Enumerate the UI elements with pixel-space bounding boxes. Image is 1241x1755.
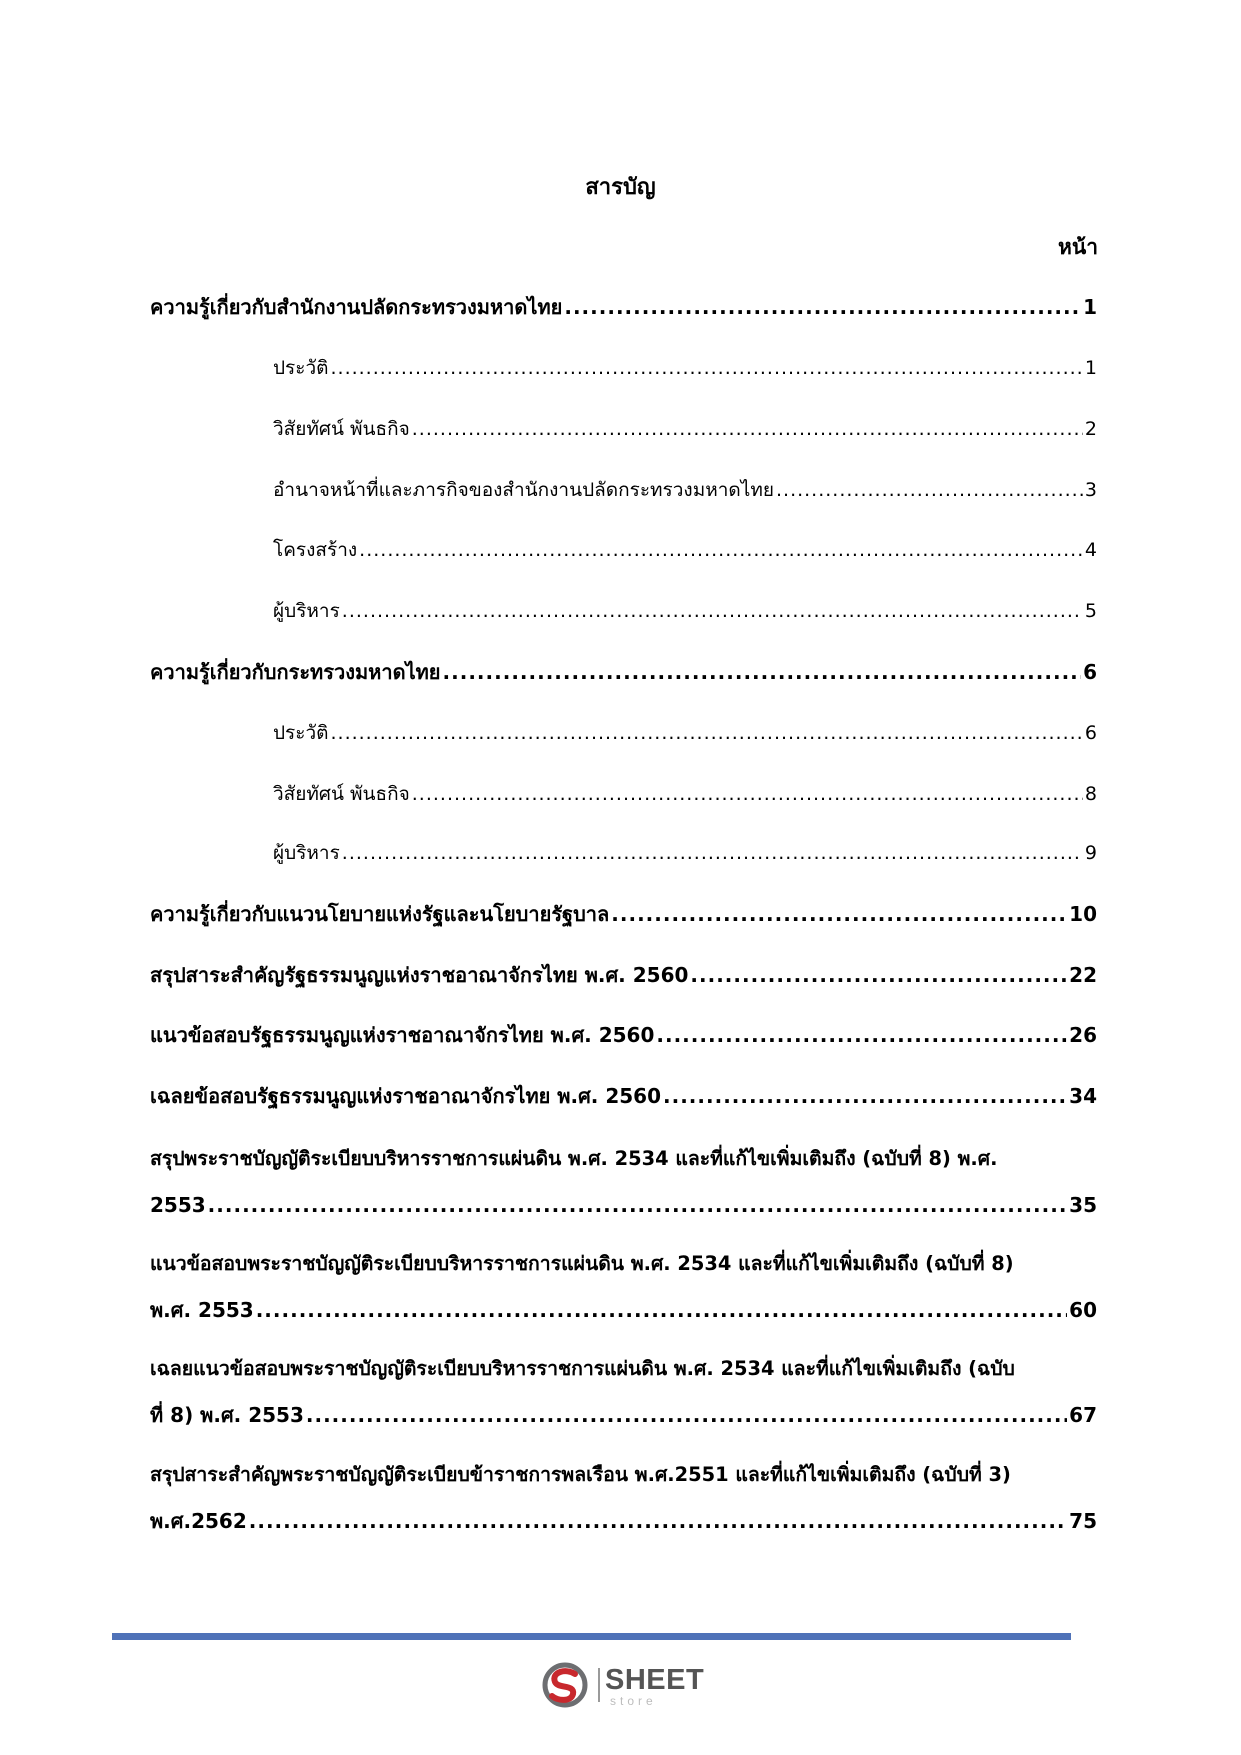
- toc-entry-page: 35: [1069, 1193, 1097, 1217]
- toc-leader-dots: [564, 292, 1081, 322]
- toc-entry-sub[interactable]: [273, 718, 1097, 748]
- toc-leader-dots: [443, 657, 1082, 687]
- toc-entry-main[interactable]: [150, 1190, 1097, 1220]
- toc-entry-wrapped-line1[interactable]: สรุปพระราชบัญญัติระเบียบบริหารราชการแผ่นดิน พ.ศ. 2534 และที่แก้ไขเพิ่มเติมถึง (ฉบับที่ 8) พ.ศ.: [150, 1147, 998, 1170]
- logo-subword: store: [610, 1694, 657, 1708]
- toc-leader-dots: [342, 596, 1083, 626]
- toc-entry-main[interactable]: [150, 1295, 1097, 1325]
- toc-leader-dots: [776, 475, 1083, 505]
- logo-separator: [598, 1668, 600, 1702]
- toc-entry-page: 60: [1069, 1298, 1097, 1322]
- toc-leader-dots: [342, 838, 1083, 868]
- toc-entry-page: 1: [1084, 357, 1097, 379]
- toc-entry-text: วิสัยทัศน์ พันธกิจ: [273, 783, 410, 805]
- toc-entry-main[interactable]: [150, 899, 1097, 929]
- toc-leader-dots: [690, 960, 1067, 990]
- toc-entry-page: 10: [1069, 902, 1097, 926]
- toc-entry-page: 26: [1069, 1023, 1097, 1047]
- toc-entry-wrapped-line1[interactable]: เฉลยแนวข้อสอบพระราชบัญญัติระเบียบบริหารราชการแผ่นดิน พ.ศ. 2534 และที่แก้ไขเพิ่มเติมถึง (ฉบับ: [150, 1357, 1015, 1380]
- toc-entry-text: ความรู้เกี่ยวกับสำนักงานปลัดกระทรวงมหาดไทย: [150, 295, 563, 319]
- toc-leader-dots: [611, 899, 1067, 929]
- toc-entry-sub[interactable]: [273, 535, 1097, 565]
- toc-entry-main[interactable]: [150, 960, 1097, 990]
- toc-entry-text: โครงสร้าง: [273, 539, 358, 561]
- sheet-store-logo-mark: [542, 1662, 588, 1708]
- toc-entry-page: 34: [1069, 1084, 1097, 1108]
- toc-entry-page: 5: [1084, 600, 1097, 622]
- toc-entry-main[interactable]: [150, 657, 1097, 687]
- toc-entry-page: 22: [1069, 963, 1097, 987]
- toc-entry-text: 2553: [150, 1193, 206, 1217]
- toc-entry-text: ผู้บริหาร: [273, 842, 340, 864]
- toc-entry-page: 6: [1083, 660, 1097, 684]
- toc-entry-text: ความรู้เกี่ยวกับกระทรวงมหาดไทย: [150, 660, 441, 684]
- toc-entry-text: พ.ศ. 2553: [150, 1298, 254, 1322]
- toc-entry-text: ที่ 8) พ.ศ. 2553: [150, 1403, 304, 1427]
- toc-leader-dots: [412, 779, 1083, 809]
- sheet-store-logo: [542, 1660, 712, 1710]
- toc-entry-text: ประวัติ: [273, 722, 329, 744]
- toc-entry-sub[interactable]: [273, 838, 1097, 868]
- toc-entry-main[interactable]: [150, 1506, 1097, 1536]
- logo-word: SHEET: [605, 1664, 705, 1696]
- toc-leader-dots: [412, 414, 1083, 444]
- toc-entry-text: ผู้บริหาร: [273, 600, 340, 622]
- toc-leader-dots: [208, 1190, 1067, 1220]
- toc-entry-page: 75: [1069, 1509, 1097, 1533]
- toc-leader-dots: [306, 1400, 1067, 1430]
- toc-leader-dots: [249, 1506, 1067, 1536]
- toc-entry-sub[interactable]: [273, 596, 1097, 626]
- toc-entry-text: ความรู้เกี่ยวกับแนวนโยบายแห่งรัฐและนโยบายรัฐบาล: [150, 902, 610, 926]
- toc-entry-text: วิสัยทัศน์ พันธกิจ: [273, 418, 410, 440]
- toc-entry-text: พ.ศ.2562: [150, 1509, 247, 1533]
- toc-entry-text: อำนาจหน้าที่และภารกิจของสำนักงานปลัดกระทรวงมหาดไทย: [273, 479, 774, 501]
- toc-entry-sub[interactable]: [273, 414, 1097, 444]
- toc-entry-page: 9: [1084, 842, 1097, 864]
- logo-mark-s: [552, 1671, 575, 1700]
- toc-entry-page: 6: [1084, 722, 1097, 744]
- toc-entry-text: สรุปสาระสำคัญรัฐธรรมนูญแห่งราชอาณาจักรไทย พ.ศ. 2560: [150, 963, 689, 987]
- page-column-header: หน้า: [1058, 235, 1098, 259]
- toc-entry-text: แนวข้อสอบรัฐธรรมนูญแห่งราชอาณาจักรไทย พ.ศ. 2560: [150, 1023, 655, 1047]
- toc-entry-page: 67: [1069, 1403, 1097, 1427]
- toc-entry-wrapped-line1[interactable]: แนวข้อสอบพระราชบัญญัติระเบียบบริหารราชการแผ่นดิน พ.ศ. 2534 และที่แก้ไขเพิ่มเติมถึง (ฉบับที่ 8): [150, 1252, 1014, 1275]
- toc-entry-page: 3: [1084, 479, 1097, 501]
- toc-leader-dots: [330, 353, 1082, 383]
- toc-entry-page: 2: [1084, 418, 1097, 440]
- toc-leader-dots: [656, 1020, 1067, 1050]
- toc-entry-page: 8: [1084, 783, 1097, 805]
- toc-entry-sub[interactable]: [273, 475, 1097, 505]
- page-title: สารบัญ: [585, 175, 656, 200]
- toc-entry-text: ประวัติ: [273, 357, 329, 379]
- toc-leader-dots: [256, 1295, 1067, 1325]
- toc-leader-dots: [663, 1081, 1067, 1111]
- toc-entry-sub[interactable]: [273, 353, 1097, 383]
- toc-entry-main[interactable]: [150, 1081, 1097, 1111]
- toc-entry-sub[interactable]: [273, 779, 1097, 809]
- toc-entry-text: เฉลยข้อสอบรัฐธรรมนูญแห่งราชอาณาจักรไทย พ.ศ. 2560: [150, 1084, 662, 1108]
- toc-entry-main[interactable]: [150, 1020, 1097, 1050]
- toc-leader-dots: [330, 718, 1082, 748]
- toc-entry-page: 1: [1083, 295, 1097, 319]
- toc-entry-page: 4: [1084, 539, 1097, 561]
- toc-leader-dots: [359, 535, 1083, 565]
- toc-entry-main[interactable]: [150, 1400, 1097, 1430]
- footer-rule: [112, 1633, 1071, 1640]
- toc-entry-main[interactable]: [150, 292, 1097, 322]
- toc-entry-wrapped-line1[interactable]: สรุปสาระสำคัญพระราชบัญญัติระเบียบข้าราชการพลเรือน พ.ศ.2551 และที่แก้ไขเพิ่มเติมถึง (ฉบับที่ 3): [150, 1463, 1011, 1486]
